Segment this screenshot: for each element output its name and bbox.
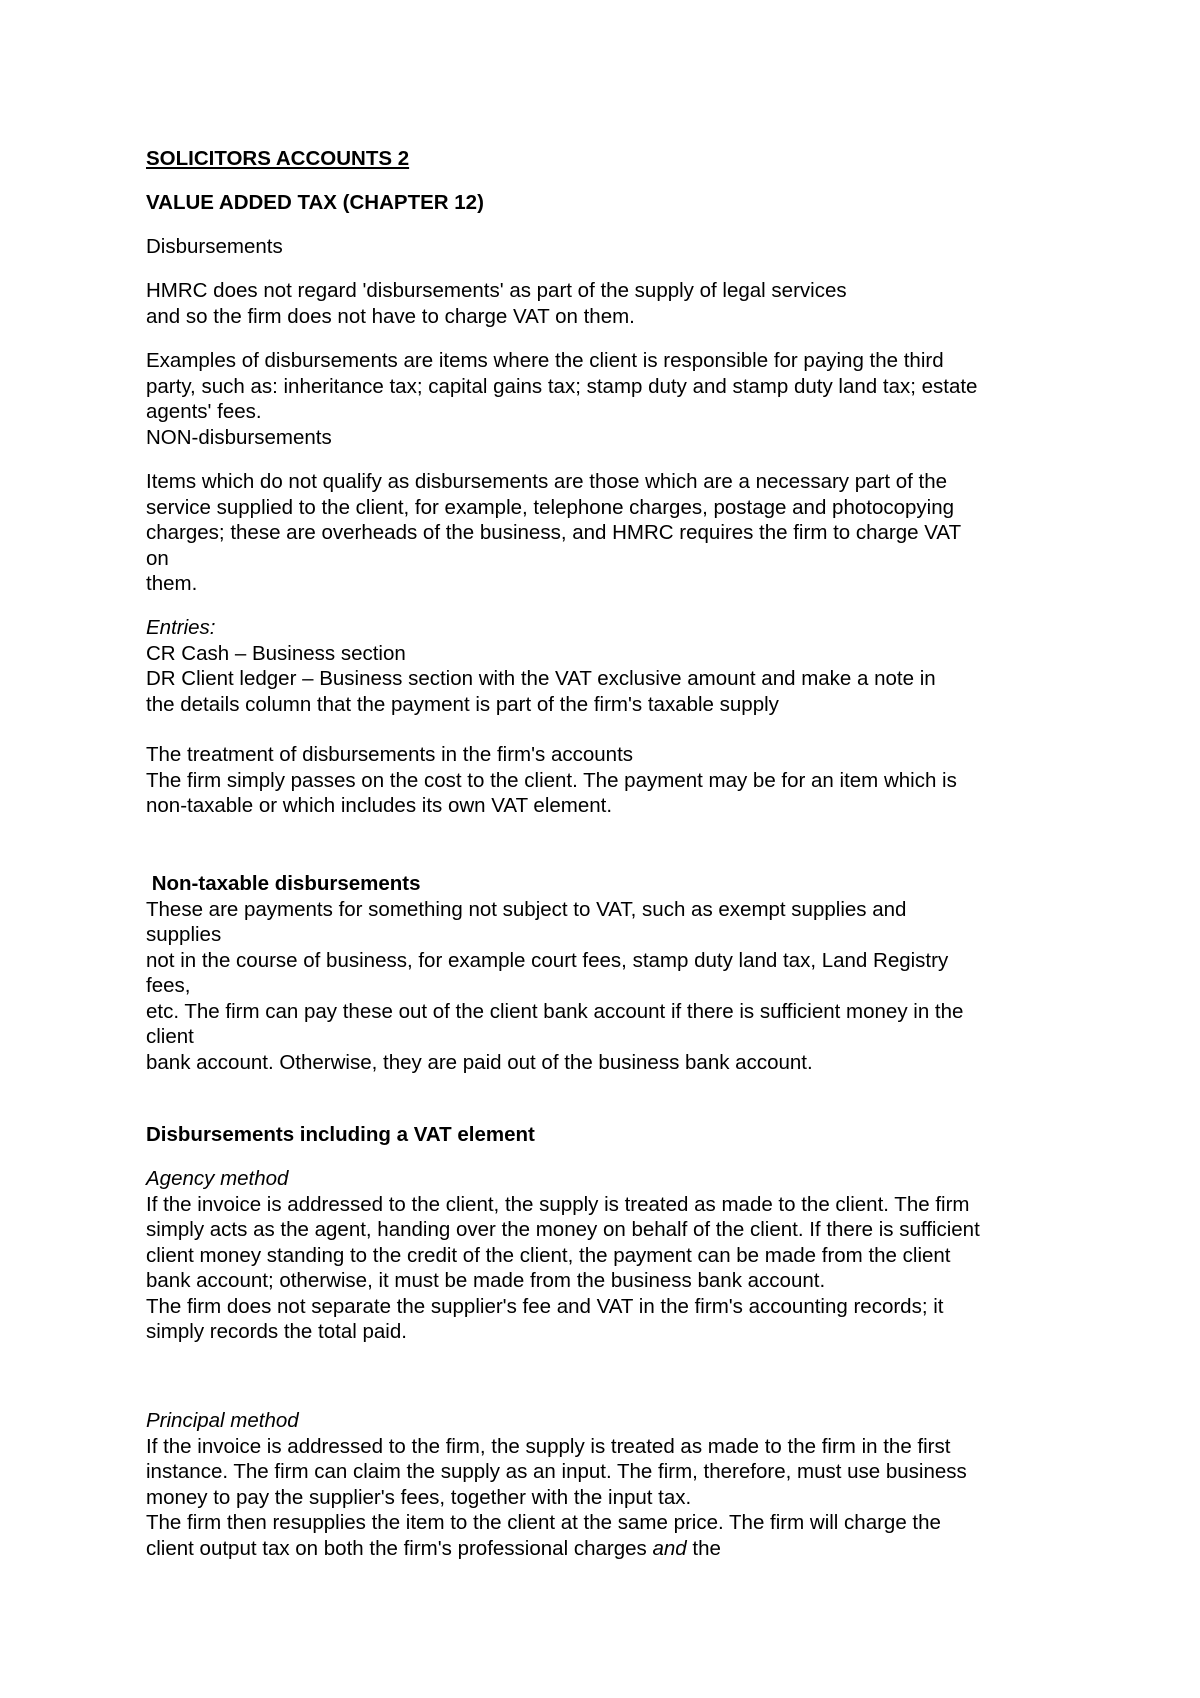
- entries-block: Entries: CR Cash – Business section DR Client ledger – Business section with the VAT exclusive amount and make a note in the details column that the payment is part of the firm's taxable supply: [146, 615, 1086, 717]
- treatment-block: The treatment of disbursements in the firm's accounts The firm simply passes on the cost to the client. The payment may be for an item which is non-taxable or which includes its own VAT element.: [146, 743, 957, 817]
- agency-method-heading: Agency method: [146, 1167, 289, 1190]
- vat-element-heading: Disbursements including a VAT element: [146, 1123, 535, 1146]
- document-subtitle: [146, 190, 1086, 216]
- disbursements-heading: Disbursements: [146, 235, 283, 258]
- principal-method-block: Principal method If the invoice is addressed to the firm, the supply is treated as made to the firm in the first instance. The firm can claim the supply as an input. The firm, therefore, must use business money to pay the supplier's fees, together with the input tax. The firm then resupplies the item to the client at the same price. The firm will charge the client output tax on both the firm's professional charges and the: [146, 1408, 1086, 1561]
- subtitle-text: VALUE ADDED TAX (CHAPTER 12): [146, 191, 484, 214]
- non-taxable-heading: Non-taxable disbursements: [146, 872, 421, 895]
- principal-last-line: client output tax on both the firm's professional charges and the: [146, 1536, 721, 1560]
- entries-heading: Entries:: [146, 616, 216, 639]
- document-title: [146, 146, 1086, 172]
- non-taxable-block: Non-taxable disbursements These are payments for something not subject to VAT, such as exempt supplies and supplies not in the course of business, for example court fees, stamp duty land tax, Land Registry fees, etc. The firm can pay these out of the client bank account if there is sufficient money in the client bank account. Otherwise, they are paid out of the business bank account.: [146, 871, 1086, 1075]
- non-disbursements-paragraph: Items which do not qualify as disbursements are those which are a necessary part of the service supplied to the client, for example, telephone charges, postage and photocopying charges; these are overheads of the business, and HMRC requires the firm to charge VAT on them.: [146, 470, 962, 595]
- disbursements-paragraph-2: Examples of disbursements are items where the client is responsible for paying the third party, such as: inheritance tax; capital gains tax; stamp duty and stamp duty land tax; estate agents' fees. NON-disbursements: [146, 349, 978, 449]
- title-text: SOLICITORS ACCOUNTS 2: [146, 147, 410, 170]
- disbursements-paragraph-1: HMRC does not regard 'disbursements' as part of the supply of legal services and so the firm does not have to charge VAT on them.: [146, 279, 847, 328]
- principal-method-heading: Principal method: [146, 1409, 299, 1432]
- agency-method-block: Agency method If the invoice is addressed to the client, the supply is treated as made to the client. The firm simply acts as the agent, handing over the money on behalf of the client. If there is sufficient client money standing to the credit of the client, the payment can be made from the client bank account; otherwise, it must be made from the business bank account. The firm does not separate the supplier's fee and VAT in the firm's accounting records; it simply records the total paid.: [146, 1166, 1086, 1345]
